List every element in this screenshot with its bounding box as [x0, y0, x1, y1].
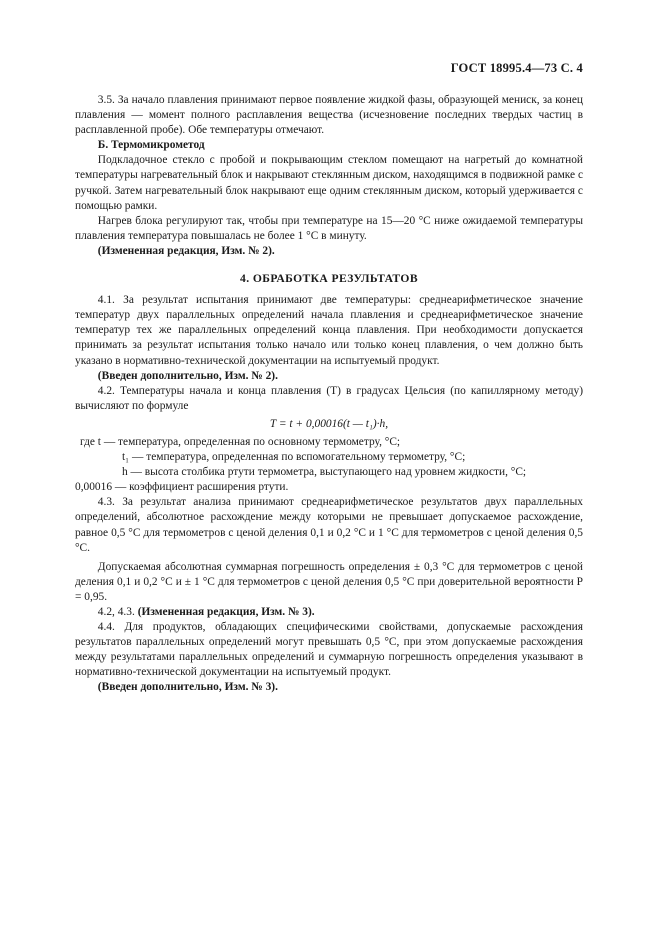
page-header: ГОСТ 18995.4—73 С. 4 [450, 61, 583, 75]
paragraph-4-3-error: Допускаемая абсолютная суммарная погрешность определения ± 0,3 °С для термометров с ценой деления 0,1 и 0,2 °С и ± 1 °С для термометров с ценой деления 0,5 °С при доверительной вероятности Р = 0,95. [75, 560, 583, 603]
paragraph-4-4: 4.4. Для продуктов, обладающих специфическими свойствами, допускаемые расхождения результатов параллельных определений могут превышать 0,5 °С, при этом допускаемые расхождения между результатами параллельных определений и суммарную погрешность определения указывают в нормативно-технической документации на испытуемый продукт. [75, 621, 583, 679]
amendment-4-2-4-3 [75, 605, 583, 620]
amendment-4-2-4-3-prefix: 4.2, 4.3. [97, 606, 135, 618]
amendment-4-2-4-3-note: (Измененная редакция, Изм. № 3). [137, 606, 315, 618]
paragraph-3-5: 3.5. За начало плавления принимают первое появление жидкой фазы, образующей мениск, за конец плавления — момент полного расплавления вещества (исчезновение последних твердых частиц в расплавленной пробе). Обе температуры отмечают. [75, 94, 583, 137]
where-coefficient: 0,00016 — коэффициент расширения ртути. [75, 481, 289, 494]
where-t: где t — температура, определенная по основному термометру, °С; [80, 435, 401, 448]
formula: T = t + 0,00016(t — t₁)·h, [269, 417, 389, 430]
where-t1: t₁ — температура, определенная по вспомогательному термометру, °С; [122, 451, 466, 464]
paragraph-4-2: 4.2. Температуры начала и конца плавления (Т) в градусах Цельсия (по капиллярному методу) вычисляют по формуле [75, 384, 583, 412]
section-heading-4: 4. ОБРАБОТКА РЕЗУЛЬТАТОВ [240, 272, 418, 286]
document-body [75, 93, 583, 696]
where-h: h — высота столбика ртути термометра, выступающего над уровнем жидкости, °С; [122, 466, 527, 479]
section-b-title: Б. Термомикрометод [97, 139, 205, 152]
paragraph-4-1: 4.1. За результат испытания принимают две температуры: среднеарифметическое значение температур двух параллельных определений начала плавления и среднеарифметическое значение температур тех же параллельных определений конца плавления. При необходимости допускается принимать за результат испытания только начало или только конец плавления, о чем должно быть указано в нормативно-технической документации на испытуемый продукт. [75, 294, 583, 367]
paragraph-b-2: Нагрев блока регулируют так, чтобы при температуре на 15—20 °С ниже ожидаемой температуры плавления температура повышалась не более 1 °С в минуту. [75, 214, 583, 242]
paragraph-4-3: 4.3. За результат анализа принимают среднеарифметическое результатов двух параллельных определений, абсолютное расхождение между которыми не превышает допускаемое расхождение, равное 0,5 °С для термометров с ценой деления 0,1 и 0,2 °С и 1 °С для термометров с ценой деления 0,5 °С. [75, 496, 583, 554]
paragraph-b-1: Подкладочное стекло с пробой и покрывающим стеклом помещают на нагретый до комнатной температуры нагревательный блок и накрывают стеклянным диском, находящимся в подвижной рамке с ручкой. Затем нагревательный блок накрывают еще одним стеклянным диском, который удерживается с помощью рамки. [75, 154, 583, 212]
amendment-note-4-4: (Введен дополнительно, Изм. № 3). [97, 681, 278, 694]
amendment-note-2: (Измененная редакция, Изм. № 2). [97, 244, 275, 257]
amendment-note-4-1: (Введен дополнительно, Изм. № 2). [97, 369, 278, 382]
